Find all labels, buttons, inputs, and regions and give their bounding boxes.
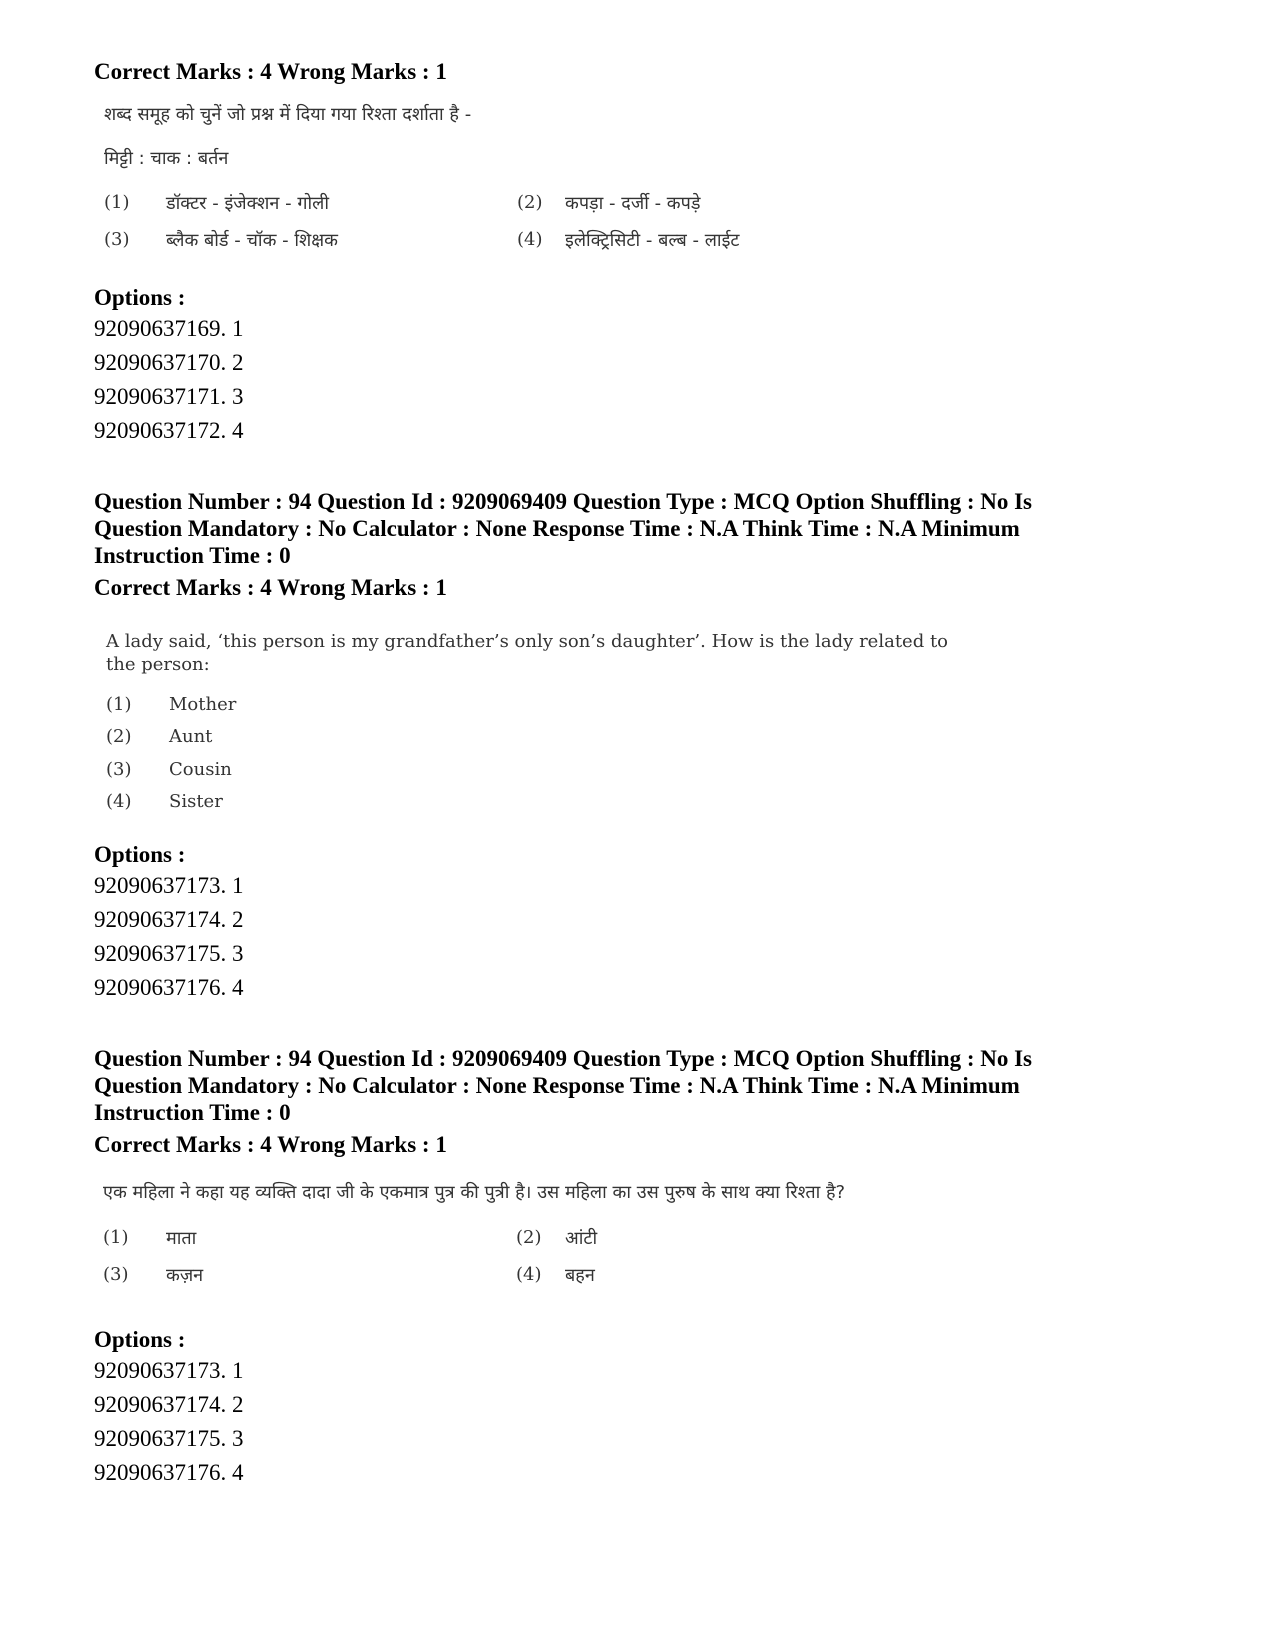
options-label: Options :	[94, 1327, 186, 1352]
question-image	[100, 626, 960, 821]
choice-number: (3)	[103, 1264, 129, 1285]
question-header	[94, 1045, 1032, 1126]
choice-text: बहन	[565, 1265, 595, 1286]
option-item: 92090637176. 4	[94, 1460, 244, 1485]
options-label: Options :	[94, 842, 186, 867]
question-prompt-line: the person:	[106, 654, 210, 675]
choice-text: इलेक्ट्रिसिटी - बल्ब - लाईट	[565, 230, 740, 251]
marks-line: Correct Marks : 4 Wrong Marks : 1	[94, 575, 447, 600]
choice-text: कज़न	[166, 1265, 204, 1286]
question-prompt-line: A lady said, ‘this person is my grandfather’s only son’s daughter’. How is the lady related to	[106, 631, 949, 652]
option-item: 92090637176. 4	[94, 975, 244, 1000]
question-prompt	[106, 630, 948, 676]
choice-number: (4)	[106, 791, 132, 812]
choice-text: ब्लैक बोर्ड - चॉक - शिक्षक	[166, 230, 338, 251]
choice-number: (3)	[106, 759, 132, 780]
option-item: 92090637172. 4	[94, 418, 244, 443]
question-image	[100, 98, 820, 263]
option-item: 92090637175. 3	[94, 941, 244, 966]
choice-text: Cousin	[169, 759, 232, 780]
options-list	[94, 312, 244, 448]
question-prompt: शब्द समूह को चुनें जो प्रश्न में दिया गया रिश्ता दर्शाता है -	[104, 104, 472, 125]
choice-number: (4)	[516, 1264, 542, 1285]
options-list	[94, 869, 244, 1005]
question-prompt: एक महिला ने कहा यह व्यक्ति दादा जी के एकमात्र पुत्र की पुत्री है। उस महिला का उस पुरुष के साथ क्या रिश्ता है?	[103, 1182, 846, 1203]
choice-number: (1)	[104, 192, 130, 213]
choice-number: (2)	[106, 726, 132, 747]
choice-number: (1)	[103, 1227, 129, 1248]
question-image	[100, 1172, 940, 1297]
option-item: 92090637173. 1	[94, 1358, 244, 1383]
options-list	[94, 1354, 244, 1490]
option-item: 92090637173. 1	[94, 873, 244, 898]
option-item: 92090637170. 2	[94, 350, 244, 375]
choice-text: Mother	[169, 694, 237, 715]
option-item: 92090637174. 2	[94, 907, 244, 932]
choice-number: (3)	[104, 229, 130, 250]
choice-text: डॉक्टर - इंजेक्शन - गोली	[166, 193, 329, 214]
question-relation: मिट्टी : चाक : बर्तन	[104, 148, 229, 169]
options-label: Options :	[94, 285, 186, 310]
option-item: 92090637174. 2	[94, 1392, 244, 1417]
choice-text: Sister	[169, 791, 223, 812]
question-header	[94, 488, 1032, 569]
marks-line: Correct Marks : 4 Wrong Marks : 1	[94, 59, 447, 84]
header-line: Question Mandatory : No Calculator : None Response Time : N.A Think Time : N.A Minimum	[94, 516, 1020, 541]
choice-number: (2)	[517, 192, 543, 213]
choice-number: (2)	[516, 1227, 542, 1248]
header-line: Instruction Time : 0	[94, 1100, 291, 1125]
header-line: Question Mandatory : No Calculator : None Response Time : N.A Think Time : N.A Minimum	[94, 1073, 1020, 1098]
header-line: Question Number : 94 Question Id : 9209069409 Question Type : MCQ Option Shuffling : No Is	[94, 1046, 1033, 1071]
option-item: 92090637175. 3	[94, 1426, 244, 1451]
choice-number: (1)	[106, 694, 132, 715]
marks-line: Correct Marks : 4 Wrong Marks : 1	[94, 1132, 447, 1157]
header-line: Question Number : 94 Question Id : 9209069409 Question Type : MCQ Option Shuffling : No Is	[94, 489, 1033, 514]
choice-number: (4)	[517, 229, 543, 250]
option-item: 92090637171. 3	[94, 384, 244, 409]
choice-text: आंटी	[565, 1228, 598, 1249]
choice-text: Aunt	[169, 726, 213, 747]
header-line: Instruction Time : 0	[94, 543, 291, 568]
choice-text: कपड़ा - दर्जी - कपड़े	[565, 193, 701, 214]
choice-text: माता	[166, 1228, 197, 1249]
option-item: 92090637169. 1	[94, 316, 244, 341]
